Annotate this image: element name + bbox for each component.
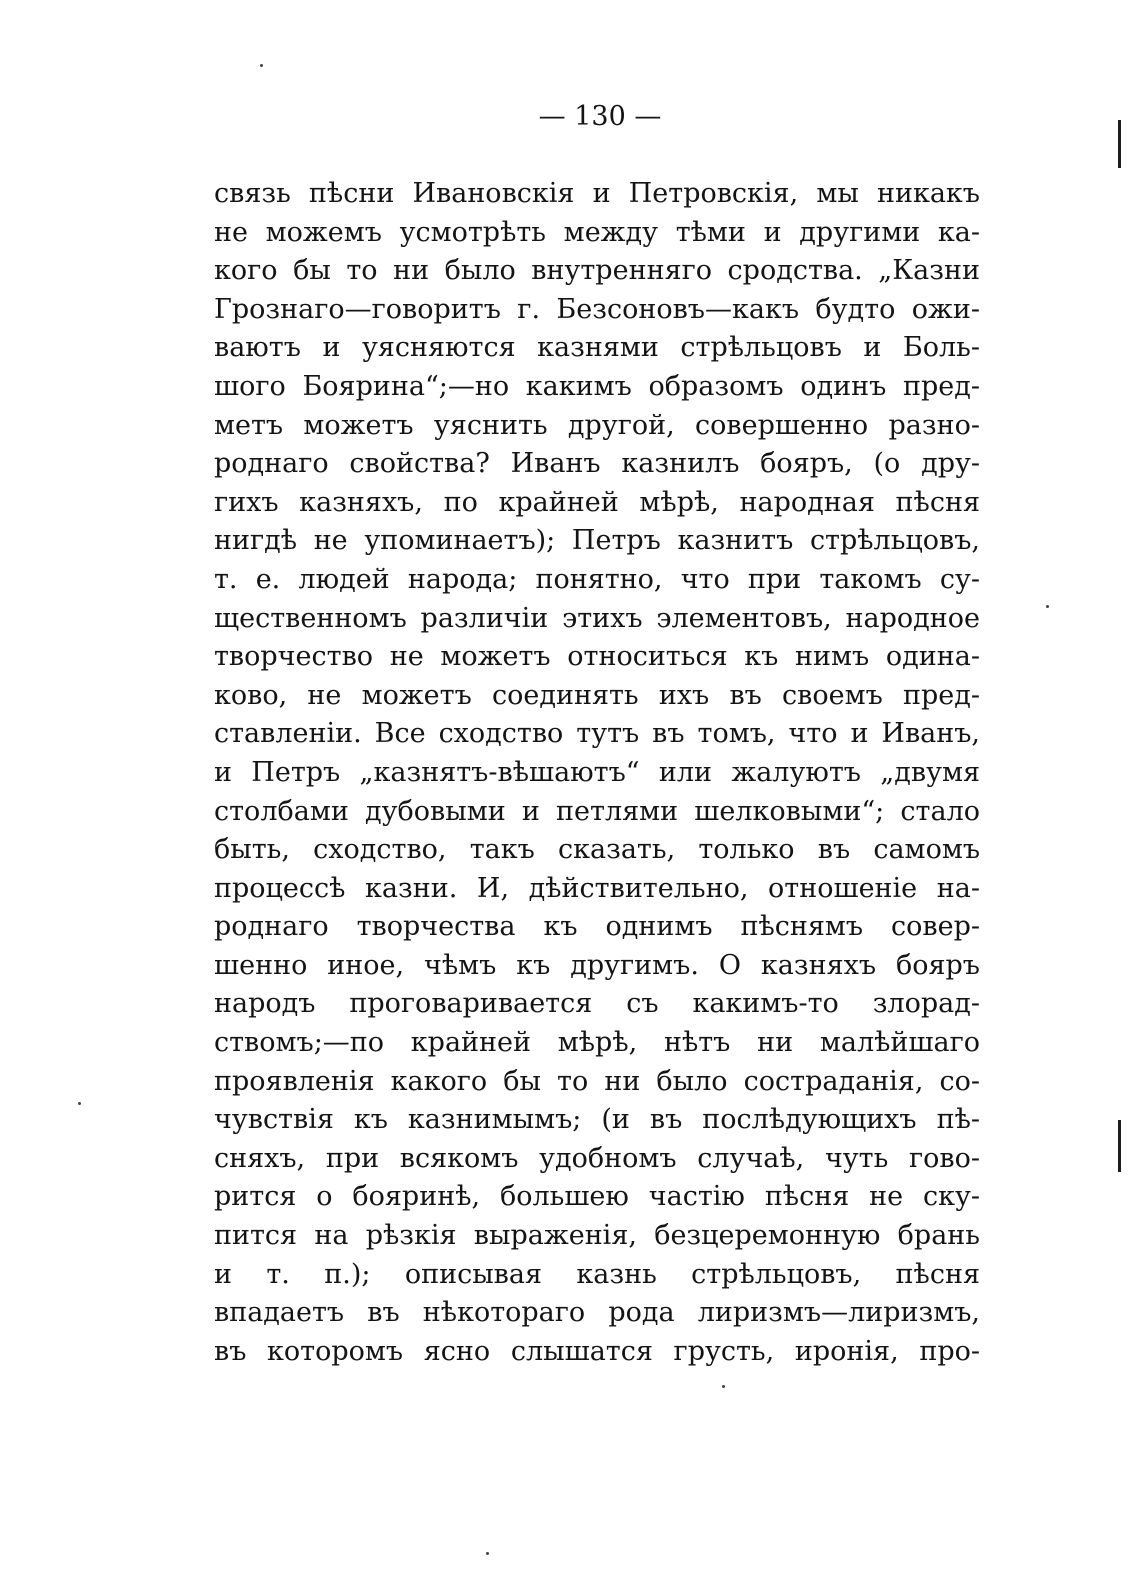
text-line: ково, не можетъ соединять ихъ въ своемъ пред- [214, 679, 980, 711]
text-line: народъ проговаривается съ какимъ-то злорад- [214, 988, 980, 1020]
text-line: сняхъ, при всякомъ удобномъ случаѣ, чуть гово- [214, 1142, 980, 1174]
scan-edge-mark [1118, 1120, 1121, 1172]
scan-speck [486, 1552, 489, 1555]
text-line: творчество не можетъ относиться къ нимъ одина- [214, 641, 980, 673]
text-line: Грознаго—говоритъ г. Безсоновъ—какъ будто ожи- [214, 293, 980, 325]
text-line: нигдѣ не упоминаетъ); Петръ казнитъ стрѣльцовъ, [214, 525, 980, 557]
text-line: кого бы то ни было внутренняго сродства. „Казни [214, 255, 980, 287]
scan-speck [1046, 605, 1049, 608]
text-line: связь пѣсни Ивановскія и Петровскія, мы никакъ [214, 178, 980, 209]
text-line: и т. п.); описывая казнь стрѣльцовъ, пѣсня [214, 1258, 980, 1290]
scan-speck [722, 1385, 725, 1388]
text-line: т. е. людей народа; понятно, что при такомъ су- [214, 563, 980, 595]
text-line: чувствія къ казнимымъ; (и въ послѣдующихъ пѣ- [214, 1104, 980, 1136]
text-line: процессѣ казни. И, дѣйствительно, отношеніе на- [214, 872, 980, 904]
scan-speck [78, 1102, 81, 1105]
text-line: ствомъ;—по крайней мѣрѣ, нѣтъ ни малѣйшаго [214, 1027, 980, 1059]
text-line: роднаго творчества къ однимъ пѣснямъ совер- [214, 911, 980, 943]
text-line: впадаетъ въ нѣкотораго рода лиризмъ—лиризмъ, [214, 1297, 980, 1329]
text-line: метъ можетъ уяснить другой, совершенно разно- [214, 409, 980, 441]
text-line: шого Боярина“;—но какимъ образомъ одинъ пред- [214, 370, 980, 402]
text-line: пится на рѣзкія выраженія, безцеремонную брань [214, 1220, 980, 1252]
text-line: шенно иное, чѣмъ къ другимъ. О казняхъ бояръ [214, 949, 980, 981]
text-line: щественномъ различіи этихъ элементовъ, народное [214, 602, 980, 634]
text-line: и Петръ „казнятъ-вѣшаютъ“ или жалуютъ „двумя [214, 756, 980, 788]
text-line: роднаго свойства? Иванъ казнилъ бояръ, (о дру- [214, 448, 980, 480]
body-text [214, 175, 980, 1371]
text-line: въ которомъ ясно слышатся грусть, иронія, про- [214, 1335, 980, 1367]
scan-speck [260, 64, 263, 67]
page-number: — 130 — [538, 101, 662, 132]
text-line: проявленія какого бы то ни было состраданія, со- [214, 1065, 980, 1097]
text-line: ваютъ и уясняются казнями стрѣльцовъ и Боль- [214, 332, 980, 364]
text-line: столбами дубовыми и петлями шелковыми“; стало [214, 795, 980, 827]
text-line: гихъ казняхъ, по крайней мѣрѣ, народная пѣсня [214, 486, 980, 518]
text-line: ставленіи. Все сходство тутъ въ томъ, что и Иванъ, [214, 718, 980, 750]
text-line: не можемъ усмотрѣть между тѣми и другими ка- [214, 216, 980, 248]
text-line: рится о бояринѣ, большею частію пѣсня не ску- [214, 1181, 980, 1213]
scan-edge-mark [1118, 120, 1121, 168]
text-line: быть, сходство, такъ сказать, только въ самомъ [214, 834, 980, 866]
